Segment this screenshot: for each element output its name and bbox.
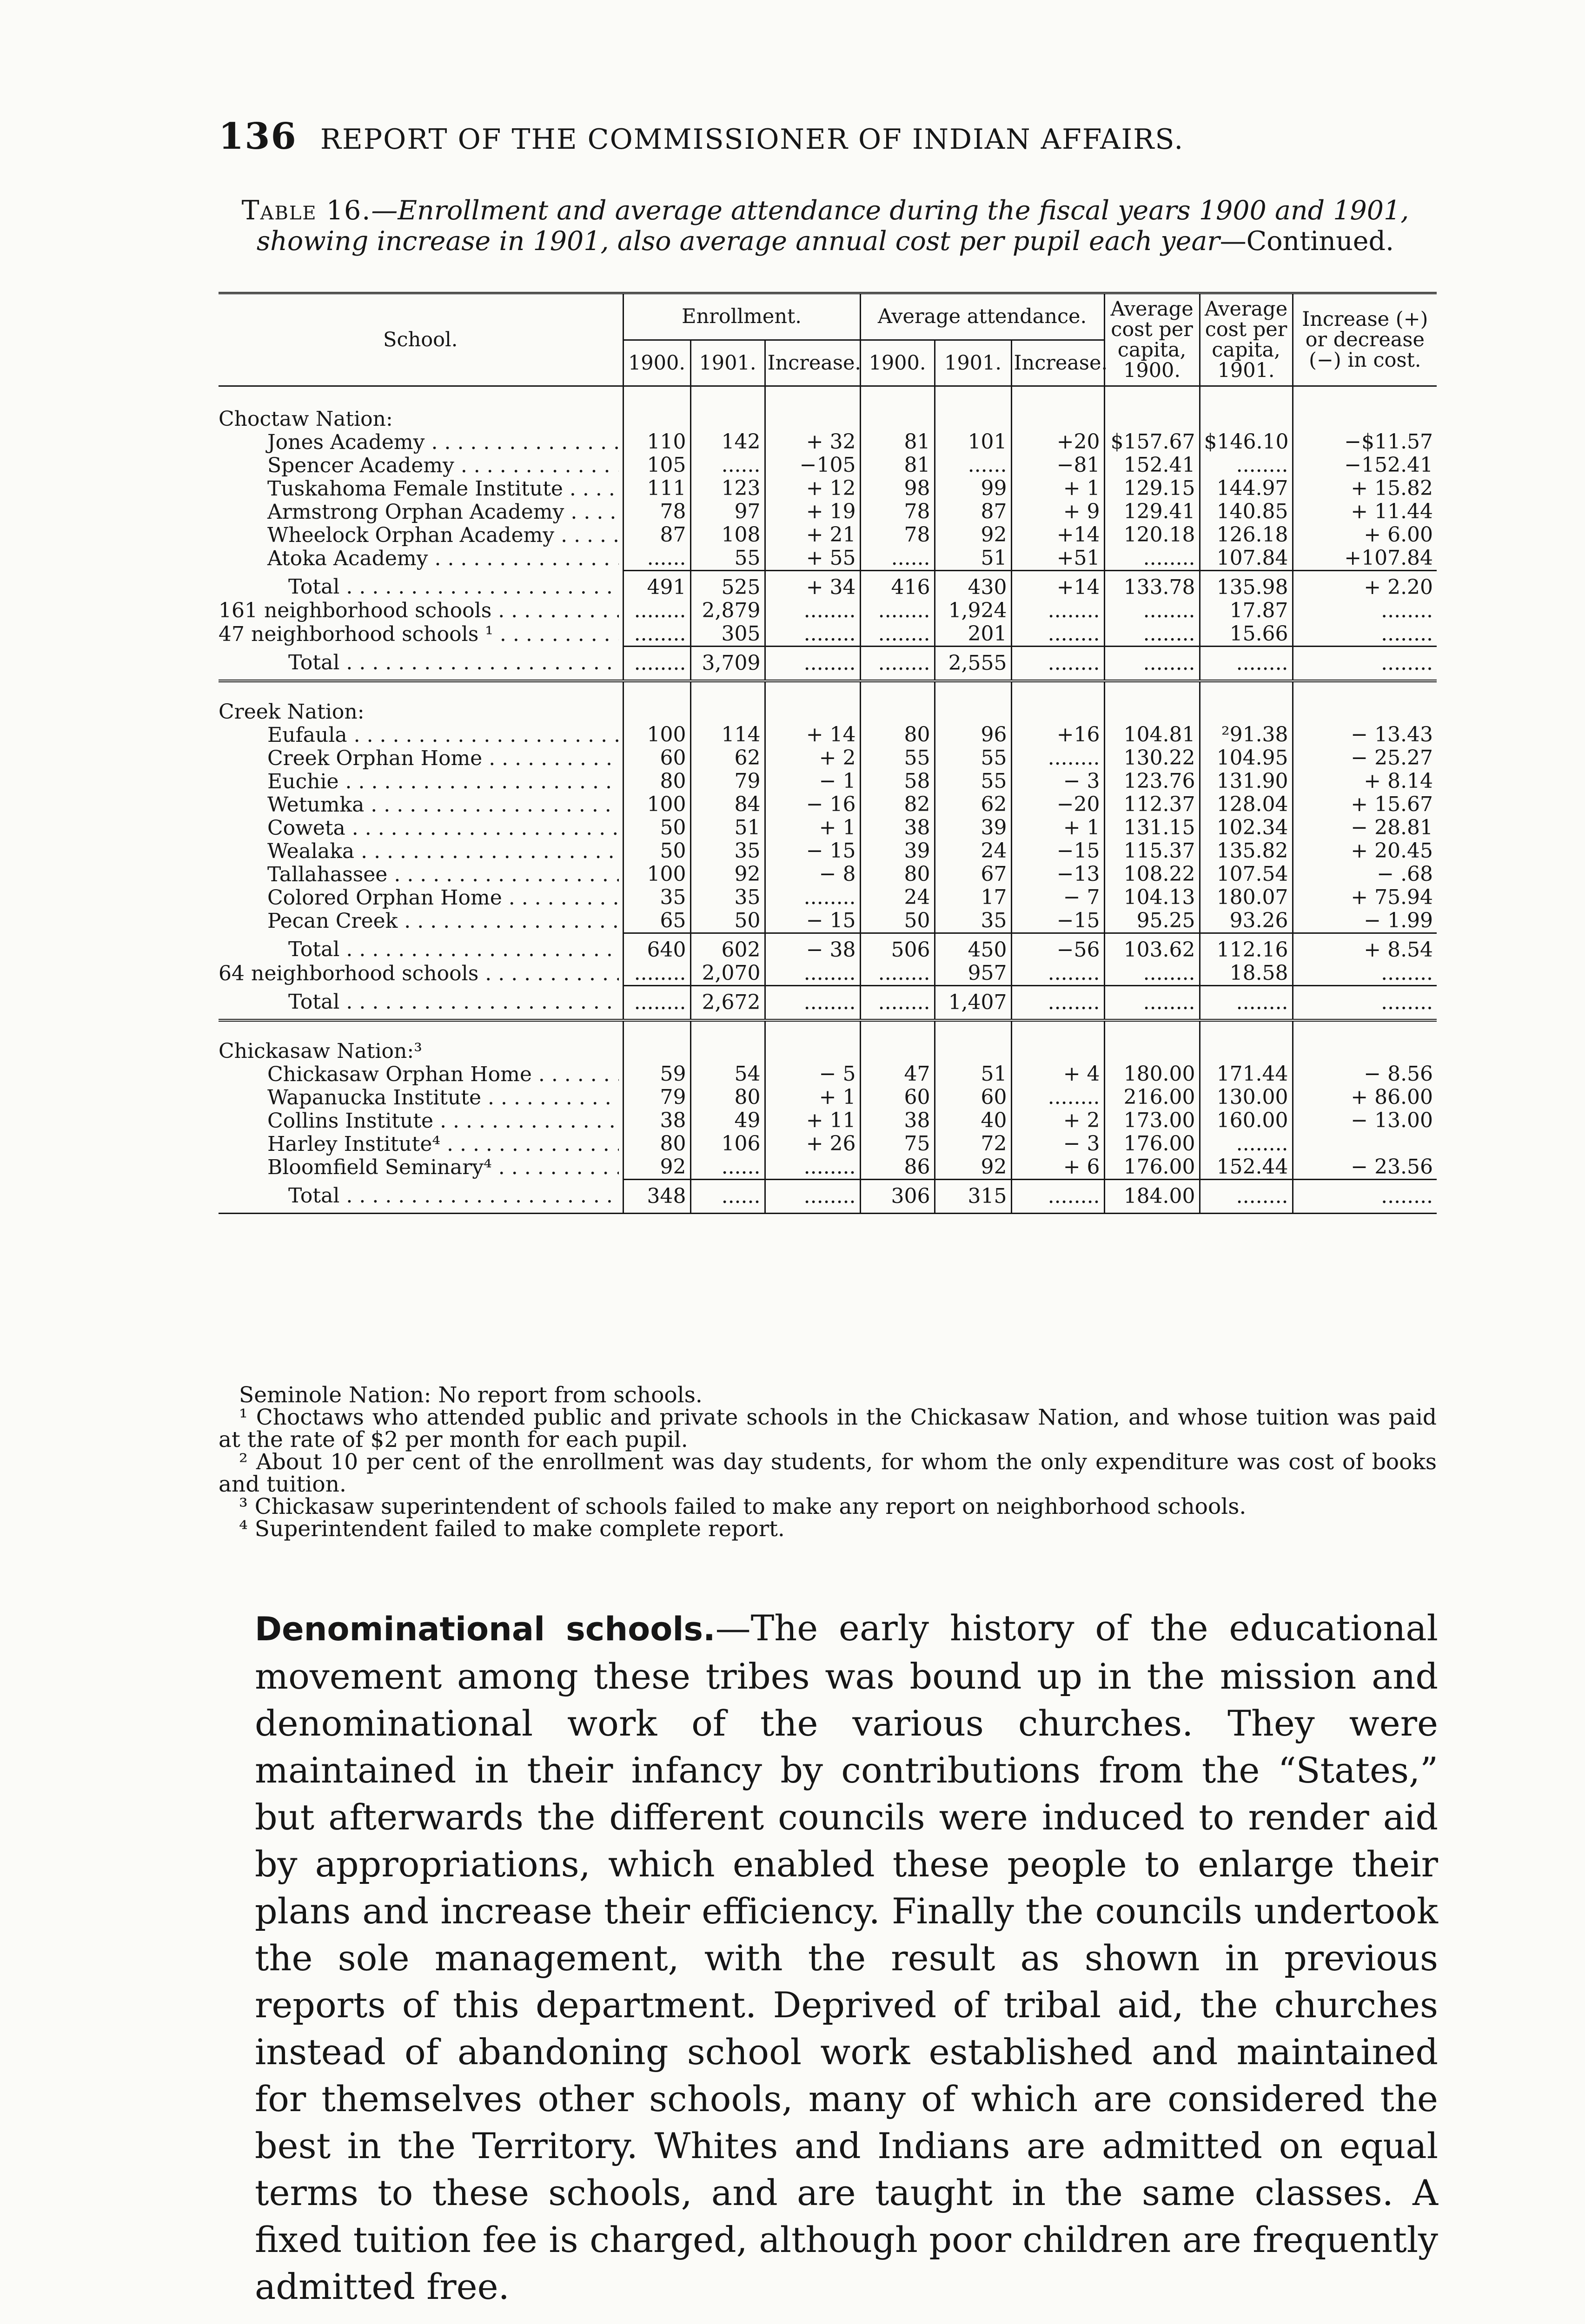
enrollment-1900: 59 79 38 80 92 — [623, 1020, 690, 1180]
cost-1901: $146.10 ........ 144.97 140.85 126.18 107.84 — [1200, 386, 1293, 571]
attendance-1901: 96 55 55 62 39 24 67 17 35 — [935, 681, 1011, 933]
caption-italic: —Enrollment and average attendance during the fiscal years 1900 and 1901, showing increase in 1901, also average annual cost per pupil each year — [256, 195, 1409, 257]
cost-1900: 180.00 216.00 173.00 176.00 176.00 — [1104, 1020, 1200, 1180]
enrollment-1900: 110 105 111 78 87 ...... — [623, 386, 690, 571]
header-avg-cost-1901: Average cost per capita, 1901. — [1200, 293, 1293, 386]
school-name: Bloomfield Seminary⁴ . . . — [219, 1156, 619, 1179]
school-name: Tuskahoma Female Institute . . . — [219, 477, 619, 501]
cost-change: −$11.57 −152.41 + 15.82 + 11.44 + 6.00 +107.84 — [1293, 386, 1437, 571]
section-choctaw — [219, 386, 1437, 571]
school-names — [219, 681, 623, 933]
footnotes — [219, 1384, 1437, 1540]
attendance-1901: 101 ...... 99 87 92 51 — [935, 386, 1011, 571]
cost-1901: 171.44 130.00 160.00 ........ 152.44 — [1200, 1020, 1293, 1180]
cost-1901: ²91.38 104.95 131.90 128.04 102.34 135.82 107.54 180.07 93.26 — [1200, 681, 1293, 933]
caption-tail: —Continued. — [1220, 226, 1394, 257]
school-name: Euchie . . . — [219, 770, 619, 793]
attendance-increase: +20 −81 + 1 + 9 +14 +51 — [1011, 386, 1104, 571]
enrollment-table — [219, 292, 1437, 1214]
school-name: Collins Institute . . . — [219, 1109, 619, 1133]
section-creek — [219, 681, 1437, 933]
table-row-neighborhood: 64 neighborhood schools . . . ........ 2,070 ........ ........ 957 ........ ........ 18.58 ........ — [219, 962, 1437, 986]
header-cost-change: Increase (+) or decrease (−) in cost. — [1293, 293, 1437, 386]
section-chickasaw — [219, 1020, 1437, 1180]
school-name: Colored Orphan Home . . . — [219, 886, 619, 910]
page-number: 136 — [219, 115, 297, 158]
footnote-4: ⁴ Superintendent failed to make complete report. — [239, 1516, 785, 1542]
enrollment-1901: 114 62 79 84 51 35 92 35 50 — [690, 681, 765, 933]
header-enrollment: Enrollment. — [623, 293, 860, 340]
school-name: Jones Academy . . . — [219, 431, 619, 454]
table-caption — [219, 195, 1432, 257]
school-name: Spencer Academy . . . — [219, 454, 619, 477]
cost-change: − 13.43 − 25.27 + 8.14 + 15.67 − 28.81 + 20.45 − .68 + 75.94 − 1.99 — [1293, 681, 1437, 933]
caption-label: Table 16. — [241, 195, 371, 226]
attendance-increase: + 4 ........ + 2 − 3 + 6 — [1011, 1020, 1104, 1180]
attendance-1901: 51 60 40 72 92 — [935, 1020, 1011, 1180]
running-head — [219, 115, 1334, 158]
header-att-1900: 1900. — [860, 340, 935, 386]
footnote-3: ³ Chickasaw superintendent of schools failed to make any report on neighborhood schools. — [239, 1494, 1247, 1519]
header-att-increase: Increase. — [1011, 340, 1104, 386]
enrollment-increase: + 14 + 2 − 1 − 16 + 1 − 15 − 8 ........ − 15 — [765, 681, 860, 933]
table-row-total: Total . . . 348 ...... ........ 306 315 ........ 184.00 ........ ........ — [219, 1180, 1437, 1214]
school-name: Pecan Creek . . . — [219, 910, 619, 933]
header-enr-1900: 1900. — [623, 340, 690, 386]
attendance-1900: 81 81 98 78 78 ...... — [860, 386, 935, 571]
cost-1900: $157.67 152.41 129.15 129.41 120.18 ........ — [1104, 386, 1200, 571]
section-heading: Choctaw Nation: — [219, 407, 393, 431]
table-row-total: Total . . . 491 525 + 34 416 430 +14 133.78 135.98 + 2.20 — [219, 571, 1437, 600]
header-avg-cost-1900: Average cost per capita, 1900. — [1104, 293, 1200, 386]
school-name: Eufaula . . . — [219, 724, 619, 747]
header-average-attendance: Average attendance. — [860, 293, 1104, 340]
header-enr-1901: 1901. — [690, 340, 765, 386]
table-row-grand-total: Total . . . ........ 3,709 ........ ........ 2,555 ........ ........ ........ ........ — [219, 647, 1437, 681]
table-row-neighborhood: 161 neighborhood schools . . . ........ 2,879 ........ ........ 1,924 ........ ........ 17.87 ........ — [219, 599, 1437, 622]
school-name: Wetumka . . . — [219, 793, 619, 817]
table-row-total: Total . . . 640 602 − 38 506 450 −56 103.62 112.16 + 8.54 — [219, 933, 1437, 962]
paragraph-lead: Denominational schools. — [255, 1610, 716, 1648]
school-name: Chickasaw Orphan Home . . . — [219, 1063, 619, 1086]
report-title: REPORT OF THE COMMISSIONER OF INDIAN AFFAIRS. — [320, 123, 1184, 156]
school-name: Creek Orphan Home . . . — [219, 747, 619, 770]
attendance-1900: 80 55 58 82 38 39 80 24 50 — [860, 681, 935, 933]
footnote-1: ¹ Choctaws who attended public and private schools in the Chickasaw Nation, and whose tuition was paid at the rate of $2 per month for each pupil. — [219, 1405, 1437, 1452]
school-name: Wheelock Orphan Academy . . . — [219, 524, 619, 547]
footnote-seminole: Seminole Nation: No report from schools. — [239, 1382, 703, 1408]
cost-change: − 8.56 + 86.00 − 13.00 − 23.56 — [1293, 1020, 1437, 1180]
section-heading: Creek Nation: — [219, 700, 365, 724]
paragraph-text: —The early history of the educational movement among these tribes was bound up in the mission and denominational work of the various churches. They were maintained in their infancy by contributions from the “States,” but afterwards the different councils were induced to render aid by appropriations, which enabled these people to enlarge their plans and increase their efficiency. Finally the councils undertook the sole management, with the result as shown in previous reports of this department. Deprived of tribal aid, the churches instead of abandoning school work established and maintained for themselves other schools, many of which are considered the best in the Territory. Whites and Indians are admitted on equal terms to these schools, and are taught in the same classes. A fixed tuition fee is charged, although poor children are frequently admitted free. — [255, 1607, 1438, 2307]
table-row-neighborhood: 47 neighborhood schools ¹ . . . ........ 305 ........ ........ 201 ........ ........ 15.66 ........ — [219, 622, 1437, 647]
footnote-2: ² About 10 per cent of the enrollment was day students, for whom the only expenditure was cost of books and tuition. — [219, 1449, 1437, 1497]
table-row-grand-total: Total . . . ........ 2,672 ........ ........ 1,407 ........ ........ ........ ........ — [219, 986, 1437, 1021]
enrollment-1901: 142 ...... 123 97 108 55 — [690, 386, 765, 571]
school-names — [219, 1020, 623, 1180]
school-name: Coweta . . . — [219, 817, 619, 840]
body-paragraph — [255, 1604, 1438, 2310]
header-att-1901: 1901. — [935, 340, 1011, 386]
school-name: Armstrong Orphan Academy . . . — [219, 501, 619, 524]
school-name: Harley Institute⁴ . . . — [219, 1133, 619, 1156]
school-names — [219, 386, 623, 571]
cost-1900: 104.81 130.22 123.76 112.37 131.15 115.37 108.22 104.13 95.25 — [1104, 681, 1200, 933]
attendance-increase: +16 ........ − 3 −20 + 1 −15 −13 − 7 −15 — [1011, 681, 1104, 933]
header-school: School. — [219, 293, 623, 386]
enrollment-1901: 54 80 49 106 ...... — [690, 1020, 765, 1180]
school-name: Wealaka . . . — [219, 840, 619, 863]
header-enr-increase: Increase. — [765, 340, 860, 386]
school-name: Atoka Academy . . . — [219, 547, 619, 570]
school-name: Tallahassee . . . — [219, 863, 619, 886]
enrollment-increase: − 5 + 1 + 11 + 26 ........ — [765, 1020, 860, 1180]
school-name: Wapanucka Institute . . . — [219, 1086, 619, 1109]
section-heading: Chickasaw Nation:³ — [219, 1039, 422, 1063]
enrollment-increase: + 32 −105 + 12 + 19 + 21 + 55 — [765, 386, 860, 571]
enrollment-1900: 100 60 80 100 50 50 100 35 65 — [623, 681, 690, 933]
attendance-1900: 47 60 38 75 86 — [860, 1020, 935, 1180]
